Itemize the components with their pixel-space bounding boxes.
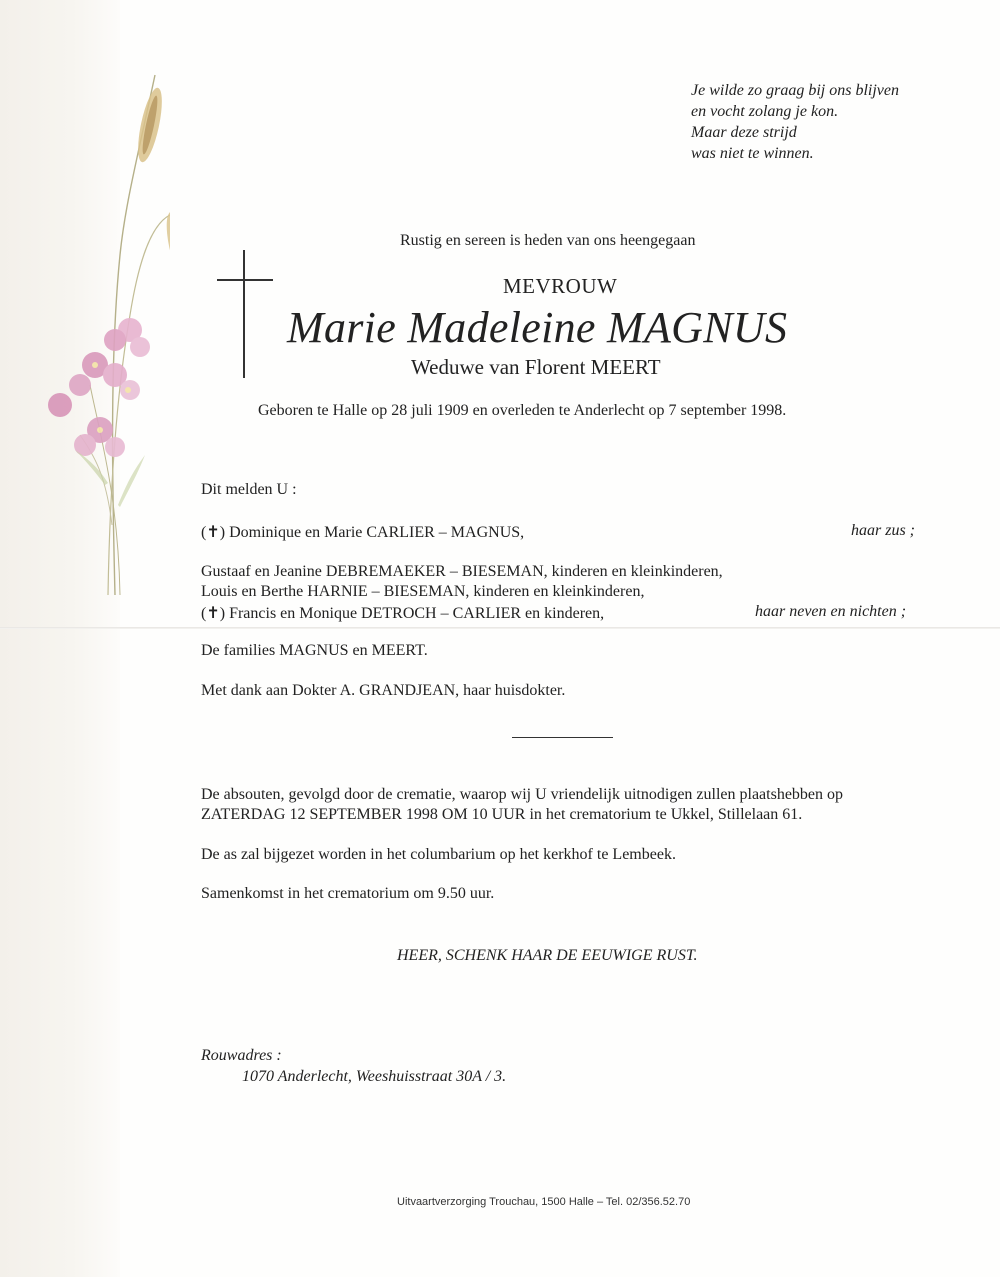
family-line: Gustaaf en Jeanine DEBREMAEKER – BIESEMAN, kinderen en kleinkinderen, <box>201 563 723 580</box>
divider <box>512 737 613 738</box>
prayer-line: HEER, SCHENK HAAR DE EEUWIGE RUST. <box>397 947 698 964</box>
poem-line: en vocht zolang je kon. <box>691 103 839 120</box>
floral-illustration <box>20 55 170 595</box>
title-prefix: MEVROUW <box>503 274 618 298</box>
thanks-line: Met dank aan Dokter A. GRANDJEAN, haar huisdokter. <box>201 682 566 699</box>
poem-line: Maar deze strijd <box>691 124 797 141</box>
family-relation: haar zus ; <box>851 522 916 539</box>
poem-line: Je wilde zo graag bij ons blijven <box>691 82 899 99</box>
fold-line <box>0 627 1000 629</box>
deceased-name: Marie Madeleine MAGNUS <box>287 303 788 352</box>
families-line: De families MAGNUS en MEERT. <box>201 642 428 659</box>
poem <box>691 80 899 164</box>
intro-text: Rustig en sereen is heden van ons heengegaan <box>400 232 696 249</box>
gathering-line: Samenkomst in het crematorium om 9.50 uur. <box>201 885 495 902</box>
poem-line: was niet te winnen. <box>691 145 814 162</box>
address-label: Rouwadres : <box>201 1047 282 1064</box>
cross-icon-bar <box>217 279 273 281</box>
widow-line: Weduwe van Florent MEERT <box>411 355 661 379</box>
family-relation: haar neven en nichten ; <box>755 603 907 620</box>
cross-icon <box>243 250 245 378</box>
birth-death-line: Geboren te Halle op 28 juli 1909 en overleden te Anderlecht op 7 september 1998. <box>258 402 787 419</box>
ceremony-line: De absouten, gevolgd door de crematie, waarop wij U vriendelijk uitnodigen zullen plaatshebben op <box>201 786 844 803</box>
address-line: 1070 Anderlecht, Weeshuisstraat 30A / 3. <box>242 1068 507 1085</box>
footer-text: Uitvaartverzorging Trouchau, 1500 Halle – Tel. 02/356.52.70 <box>397 1196 691 1208</box>
family-line: Louis en Berthe HARNIE – BIESEMAN, kinderen en kleinkinderen, <box>201 583 645 600</box>
family-line: (✝) Dominique en Marie CARLIER – MAGNUS, <box>201 524 525 541</box>
ceremony-line: ZATERDAG 12 SEPTEMBER 1998 OM 10 UUR in het crematorium te Ukkel, Stillelaan 61. <box>201 806 803 823</box>
family-line: (✝) Francis en Monique DETROCH – CARLIER en kinderen, <box>201 605 605 622</box>
announce-text: Dit melden U : <box>201 481 297 498</box>
ashes-line: De as zal bijgezet worden in het columbarium op het kerkhof te Lembeek. <box>201 846 676 863</box>
